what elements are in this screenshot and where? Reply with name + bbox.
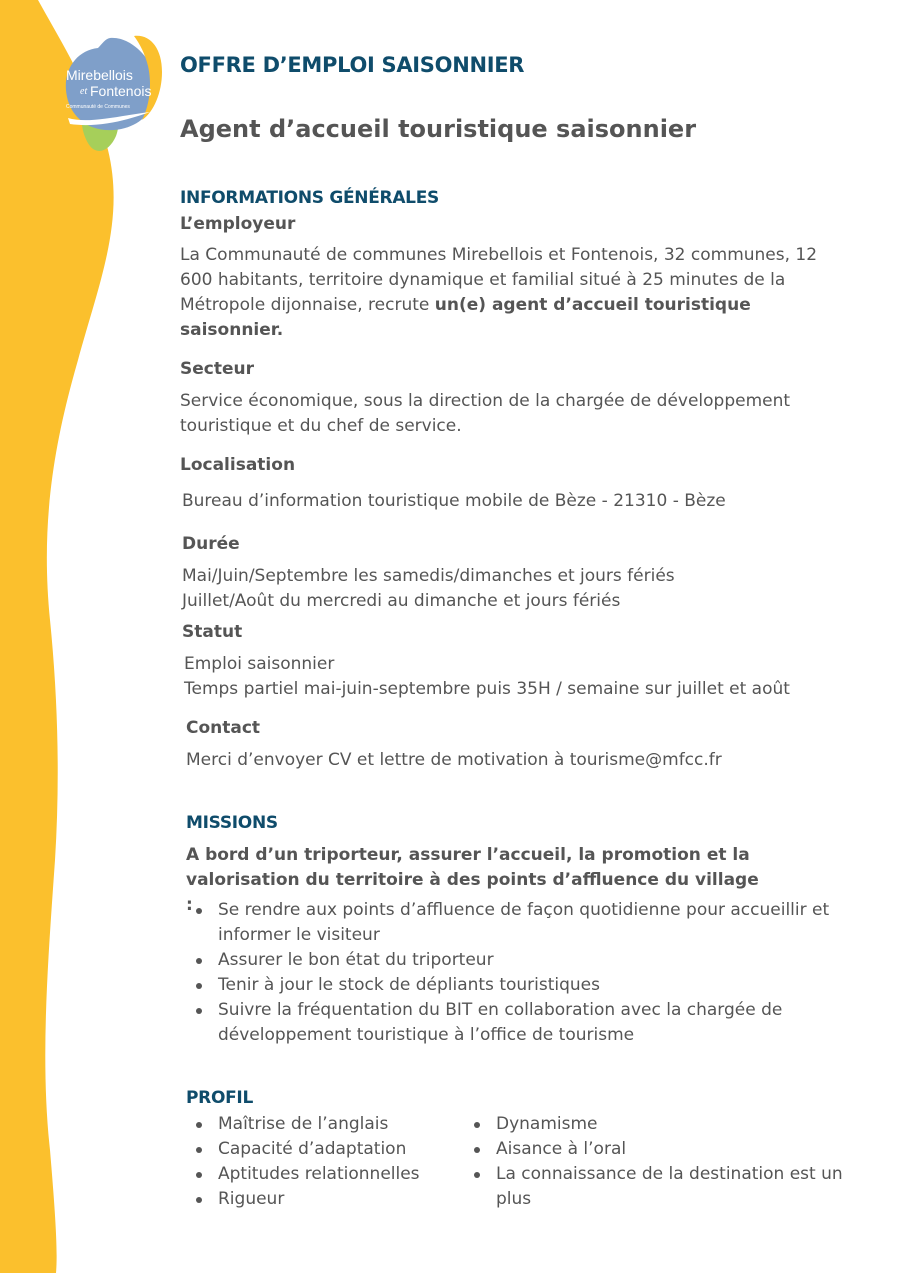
list-item: Suivre la fréquentation du BIT en collaboration avec la chargée de développement touristique à l’office de tourisme (186, 998, 846, 1048)
location-label: Localisation (180, 455, 296, 475)
missions-heading: MISSIONS (186, 813, 278, 833)
profile-list-col2 (464, 1112, 844, 1212)
employer-label: L’employeur (180, 214, 296, 234)
profile-heading: PROFIL (186, 1088, 253, 1108)
duration-line2: Juillet/Août du mercredi au dimanche et jours fériés (182, 591, 621, 611)
list-item: Aptitudes relationnelles (186, 1162, 456, 1187)
list-item: Aisance à l’oral (464, 1137, 844, 1162)
general-info-heading: INFORMATIONS GÉNÉRALES (180, 188, 439, 208)
list-item: Rigueur (186, 1187, 456, 1212)
decorative-yellow-band (0, 0, 160, 1273)
job-title: Agent d’accueil touristique saisonnier (180, 115, 697, 143)
list-item: Se rendre aux points d’affluence de façon quotidienne pour accueillir et informer le visiteur (186, 898, 846, 948)
status-line1: Emploi saisonnier (184, 654, 335, 674)
contact-label: Contact (186, 718, 261, 738)
duration-line1: Mai/Juin/Septembre les samedis/dimanches et jours fériés (182, 566, 675, 586)
logo-name-line1: Mirebellois (66, 67, 133, 83)
status-label: Statut (182, 622, 243, 642)
list-item: Assurer le bon état du triporteur (186, 948, 846, 973)
profile-list-col1 (186, 1112, 456, 1212)
list-item: Dynamisme (464, 1112, 844, 1137)
logo-subtitle: Communauté de Communes (66, 104, 130, 110)
missions-intro: A bord d’un triporteur, assurer l’accueil, la promotion et la valorisation du territoire à des points d’affluence du village : (186, 845, 759, 915)
list-item: Capacité d’adaptation (186, 1137, 456, 1162)
list-item: Tenir à jour le stock de dépliants touristiques (186, 973, 846, 998)
sector-label: Secteur (180, 359, 254, 379)
employer-text-highlight: un(e) agent d’accueil touristique saisonnier. (180, 295, 751, 340)
missions-list (186, 898, 846, 1048)
location-text: Bureau d’information touristique mobile de Bèze - 21310 - Bèze (182, 491, 726, 511)
employer-text: La Communauté de communes Mirebellois et Fontenois, 32 communes, 12 600 habitants, territoire dynamique et familial situé à 25 minutes de la Métropole dijonnaise, recrute un(e) agent d’accueil touristique saisonnier. (180, 245, 818, 340)
list-item: La connaissance de la destination est un plus (464, 1162, 844, 1212)
duration-label: Durée (182, 534, 240, 554)
logo-name-line2: Fontenois (90, 83, 152, 99)
contact-text: Merci d’envoyer CV et lettre de motivation à tourisme@mfcc.fr (186, 750, 722, 770)
offer-label: OFFRE D’EMPLOI SAISONNIER (180, 53, 525, 77)
status-line2: Temps partiel mai-juin-septembre puis 35H / semaine sur juillet et août (184, 679, 790, 699)
sector-text: Service économique, sous la direction de la chargée de développement touristique et du chef de service. (180, 391, 791, 436)
logo-name-et: et (80, 86, 88, 97)
list-item: Maîtrise de l’anglais (186, 1112, 456, 1137)
mirebellois-fontenois-logo (58, 28, 166, 160)
